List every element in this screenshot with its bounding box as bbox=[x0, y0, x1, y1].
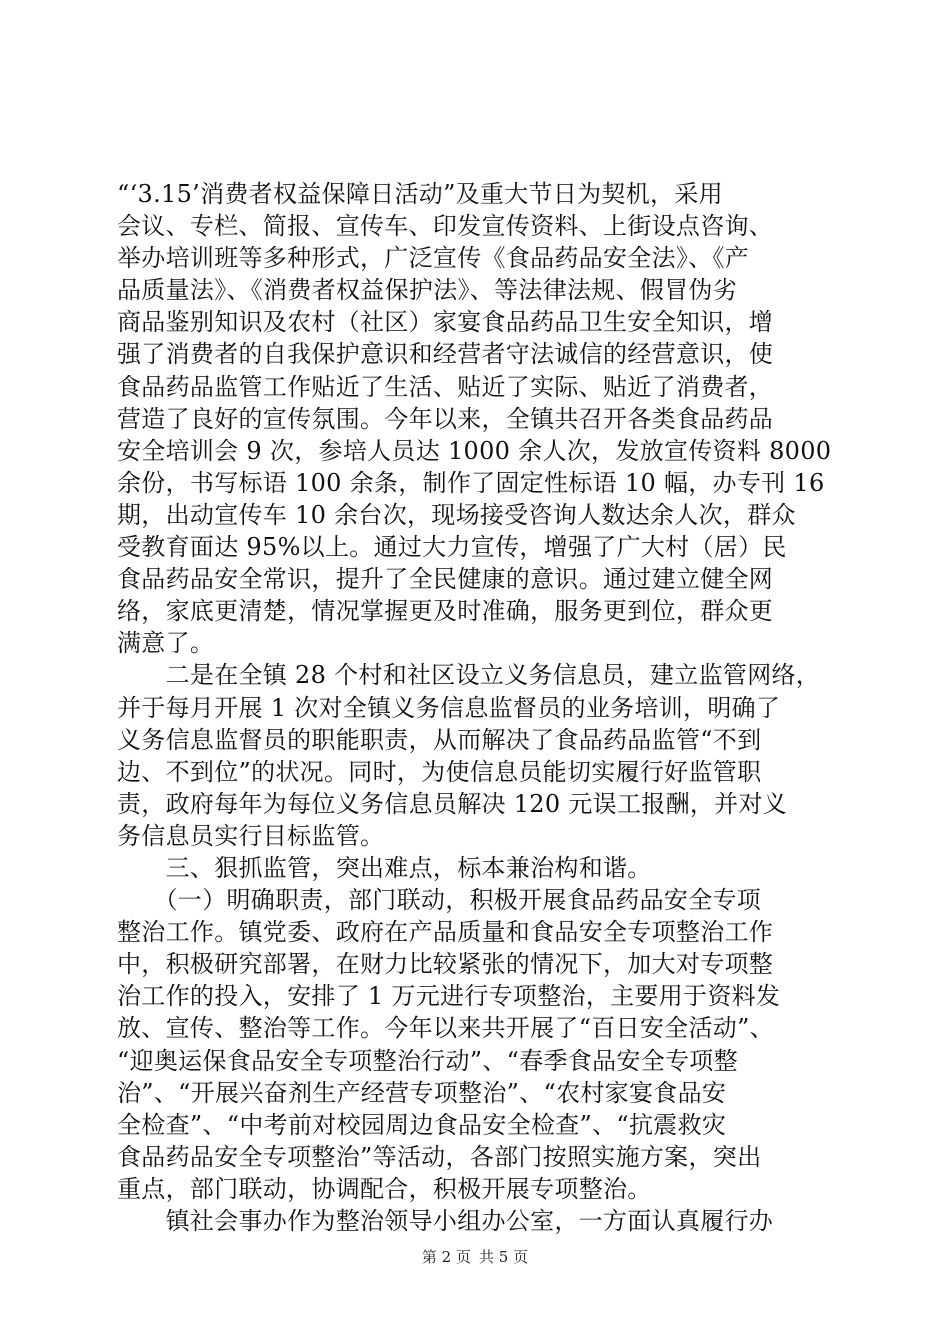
page-footer bbox=[0, 1246, 950, 1267]
page-total: 共 5 页 bbox=[479, 1248, 529, 1266]
text-line: 义务信息监督员的职能职责，从而解决了食品药品监管“不到 bbox=[117, 725, 762, 754]
text-line: 镇社会事办作为整治领导小组办公室，一方面认真履行办 bbox=[117, 1207, 774, 1235]
text-line: 强了消费者的自我保护意识和经营者守法诚信的经营意识，使 bbox=[117, 340, 774, 369]
text-line: 整治工作。镇党委、政府在产品质量和食品安全专项整治工作 bbox=[117, 918, 774, 947]
text-line: 并于每月开展 1 次对全镇义务信息监督员的业务培训，明确了 bbox=[117, 693, 781, 722]
text-line: 治”、“开展兴奋剂生产经营专项整治”、“农村家宴食品安 bbox=[117, 1078, 727, 1107]
text-line: 食品药品安全专项整治”等活动，各部门按照实施方案，突出 bbox=[117, 1142, 762, 1171]
text-line: 边、不到位”的状况。同时，为使信息员能切实履行好监管职 bbox=[117, 757, 762, 786]
text-line: 举办培训班等多种形式，广泛宣传《食品药品安全法》、《产 bbox=[117, 244, 750, 273]
text-line: （一）明确职责，部门联动，积极开展食品药品安全专项 bbox=[117, 886, 762, 915]
text-line: 全检查”、“中考前对校园周边食品安全检查”、“抗震救灾 bbox=[117, 1110, 727, 1139]
text-line: 食品药品安全常识，提升了全民健康的意识。通过建立健全网 bbox=[117, 565, 774, 594]
text-line: “迎奥运保食品安全专项整治行动”、“春季食品安全专项整 bbox=[117, 1046, 738, 1075]
text-line: 商品鉴别知识及农村（社区）家宴食品药品卫生安全知识，增 bbox=[117, 308, 774, 337]
text-line: 受教育面达 95%以上。通过大力宣传，增强了广大村（居）民 bbox=[117, 533, 787, 562]
text-line: 治工作的投入，安排了 1 万元进行专项整治，主要用于资料发 bbox=[117, 982, 781, 1011]
text-line: 期，出动宣传车 10 余台次，现场接受咨询人数达余人次，群众 bbox=[117, 500, 796, 529]
text-line: 络，家底更清楚，情况掌握更及时准确，服务更到位，群众更 bbox=[117, 597, 774, 626]
text-line: 食品药品监管工作贴近了生活、贴近了实际、贴近了消费者， bbox=[117, 372, 774, 401]
text-line: 三、狠抓监管，突出难点，标本兼治构和谐。 bbox=[117, 853, 652, 882]
text-line: 满意了。 bbox=[117, 629, 215, 658]
text-line: 二是在全镇 28 个村和社区设立义务信息员，建立监管网络， bbox=[117, 661, 821, 690]
text-line: 务信息员实行目标监管。 bbox=[117, 821, 385, 850]
page-number: 第 2 页 bbox=[421, 1248, 471, 1266]
document-body bbox=[117, 178, 837, 1237]
text-line: “‘3.15’消费者权益保障日活动”及重大节日为契机，采用 bbox=[117, 180, 723, 208]
text-line: 责，政府每年为每位义务信息员解决 120 元误工报酬，并对义 bbox=[117, 789, 788, 818]
text-line: 重点，部门联动，协调配合，积极开展专项整治。 bbox=[117, 1174, 652, 1203]
text-line: 品质量法》、《消费者权益保护法》、等法律法规、假冒伪劣 bbox=[117, 276, 738, 305]
text-line: 营造了良好的宣传氛围。今年以来，全镇共召开各类食品药品 bbox=[117, 404, 774, 433]
text-line: 会议、专栏、简报、宣传车、印发宣传资料、上街设点咨询、 bbox=[117, 212, 774, 241]
text-line: 余份，书写标语 100 余条，制作了固定性标语 10 幅，办专刊 16 bbox=[117, 468, 825, 497]
text-line: 放、宣传、整治等工作。今年以来共开展了“百日安全活动”、 bbox=[117, 1014, 774, 1043]
text-line: 安全培训会 9 次，参培人员达 1000 余人次，发放宣传资料 8000 bbox=[117, 436, 832, 465]
text-line: 中，积极研究部署，在财力比较紧张的情况下，加大对专项整 bbox=[117, 950, 774, 979]
